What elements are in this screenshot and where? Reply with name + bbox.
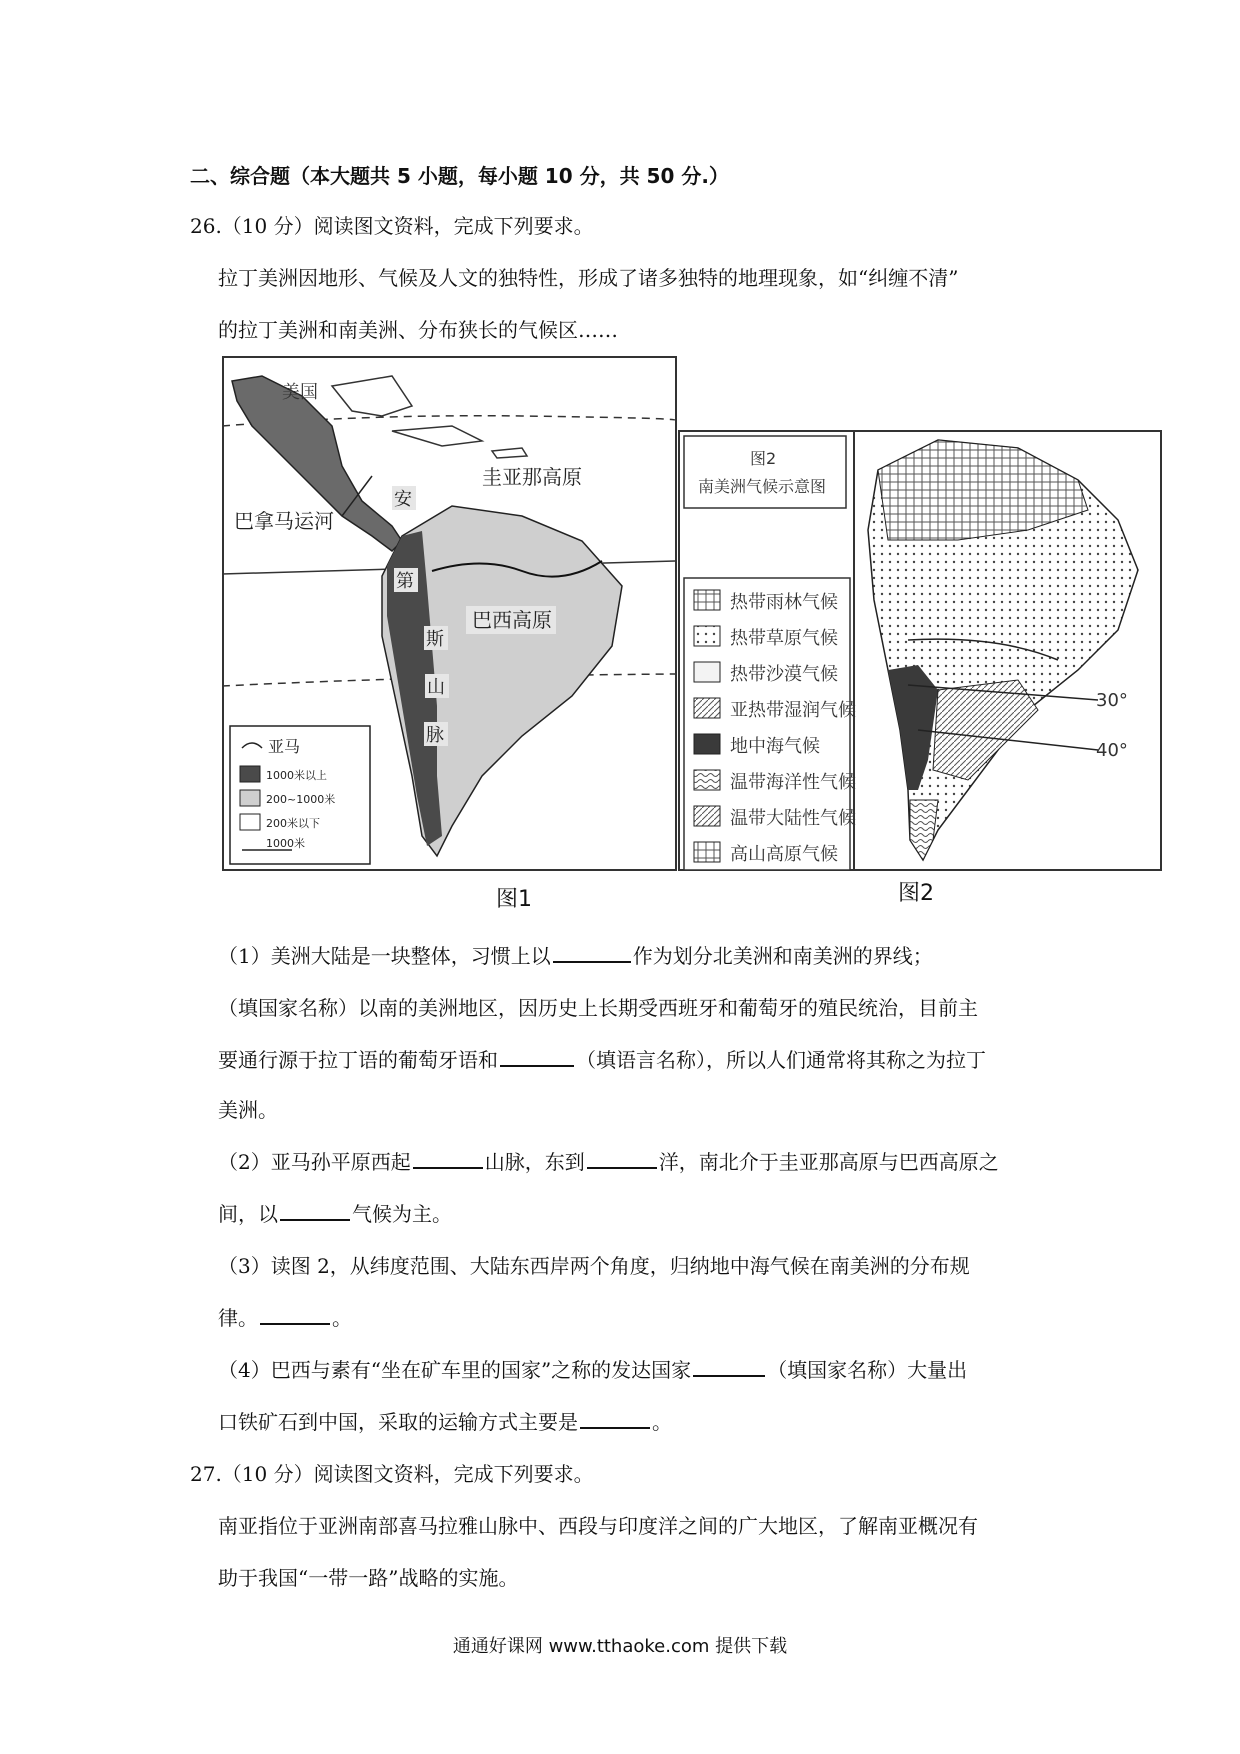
q26-p2-text-e: 气候为主。 — [352, 1202, 452, 1226]
answer-blank[interactable] — [580, 1409, 650, 1429]
figure-2-title: 南美洲气候示意图 — [698, 477, 827, 496]
label-andes-si: 斯 — [426, 629, 444, 650]
q26-p4-text-c: 口铁矿石到中国，采取的运输方式主要是 — [218, 1410, 578, 1434]
q26-p3-text-a: （3）读图 2，从纬度范围、大陆东西岸两个角度，归纳地中海气候在南美洲的分布规 — [218, 1254, 970, 1278]
label-guiana-plateau: 圭亚那高原 — [482, 465, 582, 489]
figure-2-caption: 图2 — [898, 881, 934, 906]
legend-temperate-continental: 温带大陆性气候 — [730, 808, 856, 829]
q26-part4-line1 — [218, 1354, 967, 1383]
label-andes-an: 安 — [394, 489, 412, 510]
figure-2-title-label: 图2 — [750, 449, 777, 468]
q26-part4-line2 — [218, 1406, 672, 1435]
q26-p2-text-a: （2）亚马孙平原西起 — [218, 1150, 411, 1174]
q26-p2-text-d: 间，以 — [218, 1202, 278, 1226]
answer-blank[interactable] — [413, 1149, 483, 1169]
label-panama-canal: 巴拿马运河 — [234, 509, 334, 533]
q26-p1-text-e: （填语言名称），所以人们通常将其称之为拉丁 — [576, 1048, 986, 1072]
q26-part3-line2 — [218, 1302, 352, 1331]
legend-tropical-desert: 热带沙漠气候 — [730, 664, 838, 685]
q26-p1-text-c: （填国家名称）以南的美洲地区，因历史上长期受西班牙和葡萄牙的殖民统治，目前主 — [218, 996, 978, 1020]
section-title: 二、综合题（本大题共 5 小题，每小题 10 分，共 50 分.） — [190, 164, 729, 188]
q26-p3-text-b: 律。 — [218, 1306, 258, 1330]
answer-blank[interactable] — [280, 1201, 350, 1221]
q26-p2-text-c: 洋，南北介于圭亚那高原与巴西高原之 — [658, 1150, 999, 1174]
q26-p1-text-a: （1）美洲大陆是一块整体，习惯上以 — [218, 944, 551, 968]
legend-200-1000: 200~1000米 — [266, 793, 336, 806]
legend-river: 亚马 — [268, 737, 301, 756]
q26-p1-text-d: 要通行源于拉丁语的葡萄牙语和 — [218, 1048, 498, 1072]
label-andes-di: 第 — [396, 571, 414, 592]
label-brazil-plateau: 巴西高原 — [472, 608, 552, 632]
q26-p4-text-b: （填国家名称）大量出 — [767, 1358, 968, 1382]
q26-part1-line3 — [218, 1044, 986, 1073]
answer-blank[interactable] — [260, 1305, 330, 1325]
legend-subtropical-humid: 亚热带湿润气候 — [730, 700, 856, 721]
legend-1000-above: 1000米以上 — [266, 769, 327, 782]
question-26-intro-cont: 的拉丁美洲和南美洲、分布狭长的气候区…… — [218, 318, 618, 342]
question-26-header: 26.（10 分）阅读图文资料，完成下列要求。 — [190, 214, 594, 238]
question-27-intro: 南亚指位于亚洲南部喜马拉雅山脉中、西段与印度洋之间的广大地区，了解南亚概况有 — [218, 1514, 978, 1538]
latitude-30: 30° — [1096, 690, 1128, 711]
q26-p4-text-d: 。 — [652, 1410, 672, 1434]
legend-tropical-rainforest: 热带雨林气候 — [730, 592, 838, 613]
answer-blank[interactable] — [553, 943, 631, 963]
answer-blank[interactable] — [500, 1047, 574, 1067]
latitude-40: 40° — [1096, 740, 1128, 761]
q26-part1-line1 — [218, 940, 933, 969]
question-27-intro-cont: 助于我国“一带一路”战略的实施。 — [218, 1566, 519, 1590]
q26-part2-line1 — [218, 1146, 999, 1175]
label-andes-mai: 脉 — [426, 725, 444, 746]
legend-temperate-maritime: 温带海洋性气候 — [730, 772, 856, 793]
map-figure-2 — [678, 430, 1162, 871]
q26-part2-line2 — [218, 1198, 452, 1227]
map-figure-1 — [222, 356, 677, 871]
legend-highland: 高山高原气候 — [730, 844, 838, 865]
legend-mediterranean: 地中海气候 — [730, 736, 820, 757]
label-usa: 美国 — [282, 382, 318, 403]
answer-blank[interactable] — [587, 1149, 657, 1169]
q26-p1-text-f: 美洲。 — [218, 1098, 278, 1122]
q26-p3-text-c: 。 — [332, 1306, 352, 1330]
q26-p2-text-b: 山脉，东到 — [484, 1150, 585, 1174]
question-27-header: 27.（10 分）阅读图文资料，完成下列要求。 — [190, 1462, 594, 1486]
q26-p4-text-a: （4）巴西与素有“坐在矿车里的国家”之称的发达国家 — [218, 1358, 692, 1382]
figure-1-caption: 图1 — [496, 887, 532, 912]
label-andes-shan: 山 — [427, 677, 445, 698]
legend-tropical-savanna: 热带草原气候 — [730, 628, 838, 649]
question-26-intro: 拉丁美洲因地形、气候及人文的独特性，形成了诸多独特的地理现象，如“纠缠不清” — [218, 266, 959, 290]
page-footer: 通通好课网 www.tthaoke.com 提供下载 — [452, 1636, 788, 1657]
answer-blank[interactable] — [693, 1357, 765, 1377]
legend-200-below: 200米以下 — [266, 817, 320, 830]
legend-scale: 1000米 — [266, 837, 305, 850]
q26-p1-text-b: 作为划分北美洲和南美洲的界线； — [632, 944, 933, 968]
